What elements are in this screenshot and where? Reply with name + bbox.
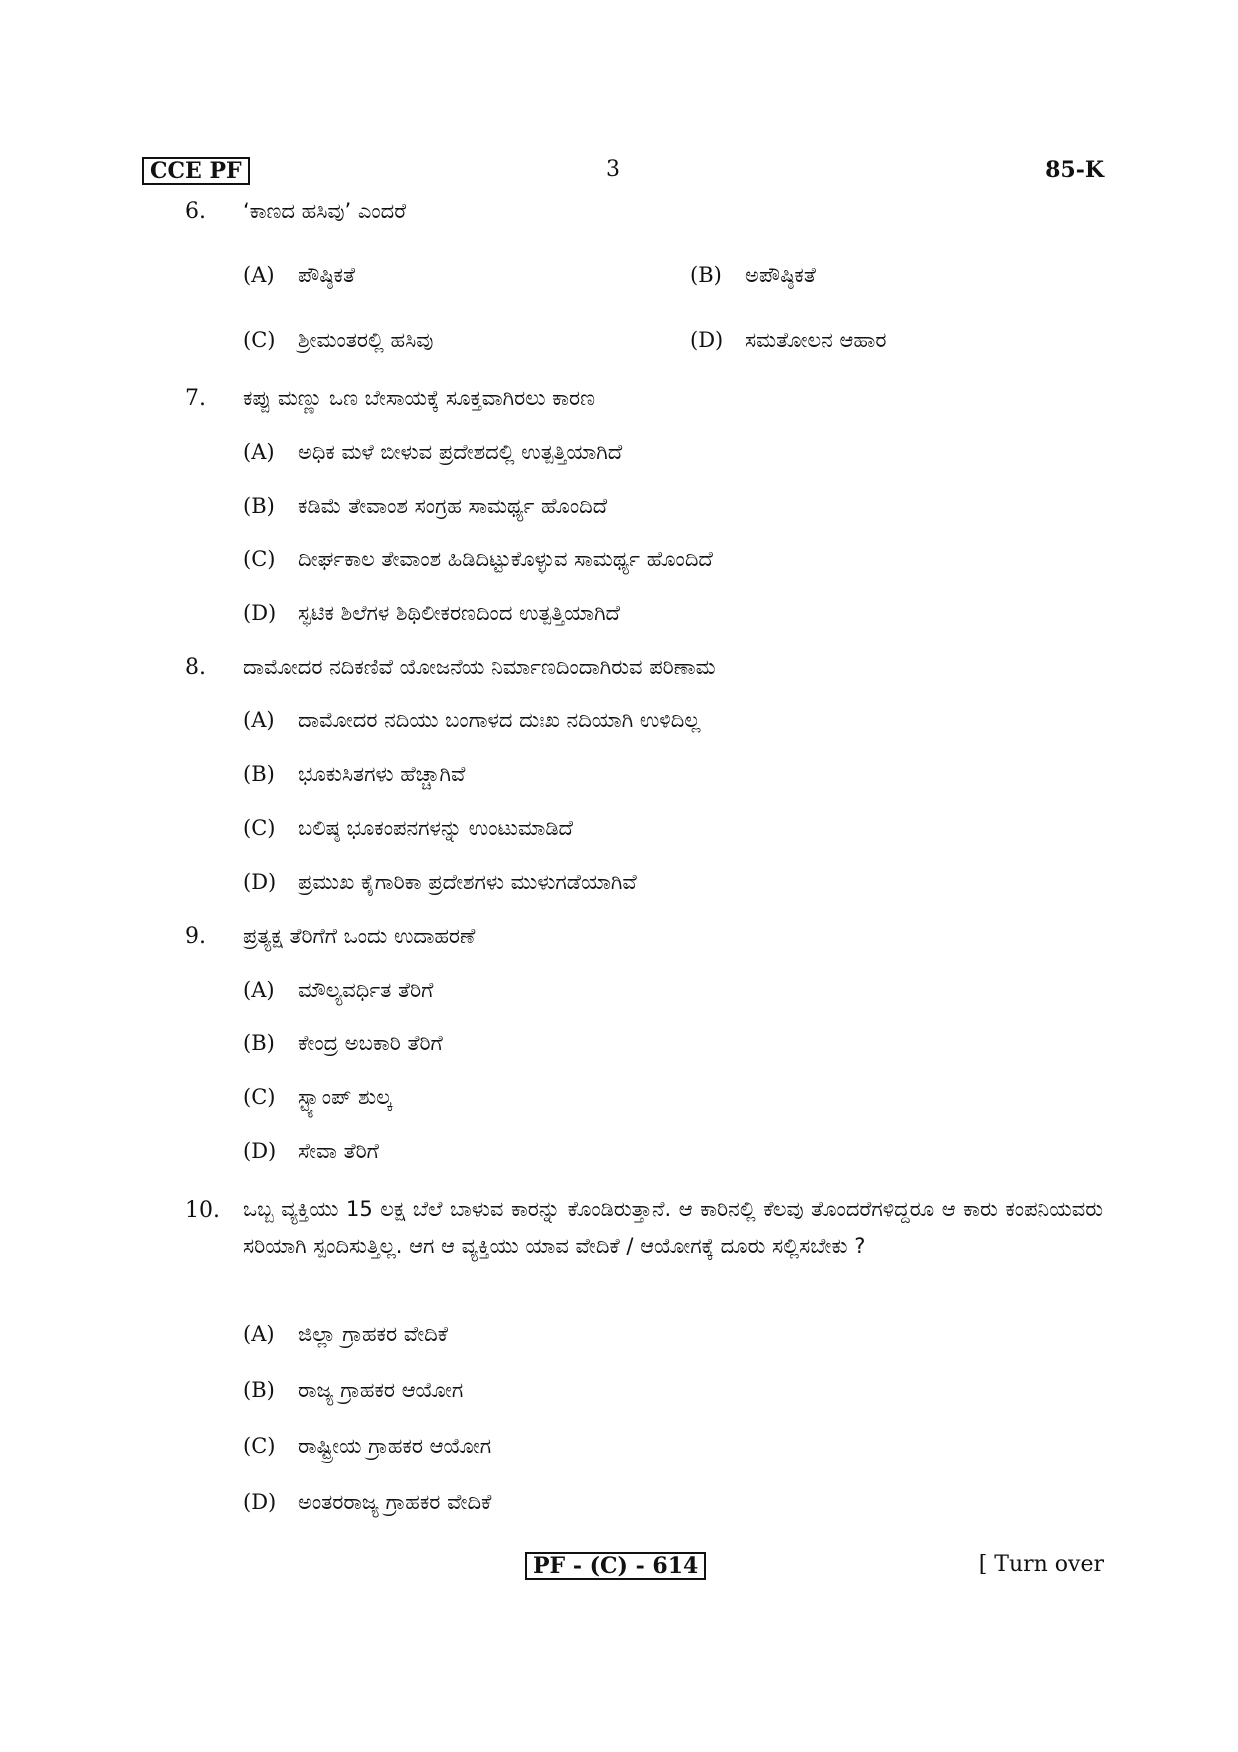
paper-code-box: CCE PF <box>142 157 250 185</box>
option-text: ಅಧಿಕ ಮಳೆ ಬೀಳುವ ಪ್ರದೇಶದಲ್ಲಿ ಉತ್ಪತ್ತಿಯಾಗಿದೆ <box>298 440 623 464</box>
question-text: ಕಪ್ಪು ಮಣ್ಣು ಒಣ ಬೇಸಾಯಕ್ಕೆ ಸೂಕ್ತವಾಗಿರಲು ಕಾರಣ <box>243 386 596 410</box>
question-number: 8. <box>185 655 206 680</box>
option-letter: (A) <box>243 440 275 464</box>
option-letter: (D) <box>243 1139 277 1163</box>
option-letter: (A) <box>243 708 275 732</box>
footer-code-box: PF - (C) - 614 <box>525 1552 706 1580</box>
option-letter: (C) <box>243 547 276 571</box>
option-text: ಭೂಕುಸಿತಗಳು ಹೆಚ್ಚಾಗಿವೆ <box>298 762 466 786</box>
question-number: 6. <box>185 199 206 224</box>
option-text: ಜಿಲ್ಲಾ ಗ್ರಾಹಕರ ವೇದಿಕೆ <box>298 1322 449 1346</box>
option-letter: (C) <box>243 328 276 352</box>
option-text: ದಾಮೋದರ ನದಿಯು ಬಂಗಾಳದ ದುಃಖ ನದಿಯಾಗಿ ಉಳಿದಿಲ್ಲ <box>298 708 701 732</box>
option-letter: (C) <box>243 1085 276 1109</box>
option-text: ರಾಜ್ಯ ಗ್ರಾಹಕರ ಆಯೋಗ <box>298 1378 464 1402</box>
option-letter: (B) <box>243 494 275 518</box>
question-number: 9. <box>185 924 206 949</box>
option-letter: (C) <box>243 816 276 840</box>
option-letter: (A) <box>243 263 275 287</box>
question-text: ದಾಮೋದರ ನದಿಕಣಿವೆ ಯೋಜನೆಯ ನಿರ್ಮಾಣದಿಂದಾಗಿರುವ ಪರಿಣಾಮ <box>243 655 716 679</box>
option-letter: (D) <box>243 870 277 894</box>
option-text: ಕೇಂದ್ರ ಅಬಕಾರಿ ತೆರಿಗೆ <box>298 1031 443 1055</box>
option-letter: (D) <box>243 601 277 625</box>
option-text: ಸೇವಾ ತೆರಿಗೆ <box>298 1139 379 1163</box>
question-text: ಪ್ರತ್ಯಕ್ಷ ತೆರಿಗೆಗೆ ಒಂದು ಉದಾಹರಣೆ <box>243 924 476 948</box>
option-text: ಮೌಲ್ಯವರ್ಧಿತ ತೆರಿಗೆ <box>298 978 434 1002</box>
turn-over-label: [ Turn over <box>978 1552 1104 1577</box>
question-number: 7. <box>185 386 206 411</box>
page-number: 3 <box>606 157 620 182</box>
option-letter: (B) <box>243 762 275 786</box>
option-letter: (D) <box>690 328 724 352</box>
option-letter: (A) <box>243 978 275 1002</box>
option-text: ಅಂತರರಾಜ್ಯ ಗ್ರಾಹಕರ ವೇದಿಕೆ <box>298 1490 492 1514</box>
option-text: ಸ್ಟ್ಯಾಂಪ್ ಶುಲ್ಕ <box>298 1085 392 1109</box>
option-text: ಬಲಿಷ್ಠ ಭೂಕಂಪನಗಳನ್ನು ಉಂಟುಮಾಡಿದೆ <box>298 816 573 840</box>
option-letter: (B) <box>243 1378 275 1402</box>
question-number: 10. <box>185 1198 220 1223</box>
option-text: ಸಮತೋಲನ ಆಹಾರ <box>745 328 887 352</box>
question-text: ‘ಕಾಣದ ಹಸಿವು’ ಎಂದರೆ <box>243 199 407 223</box>
option-letter: (C) <box>243 1434 276 1458</box>
option-letter: (B) <box>690 263 722 287</box>
option-text: ಪೌಷ್ಠಿಕತೆ <box>298 263 355 287</box>
option-letter: (D) <box>243 1490 277 1514</box>
option-text: ಅಪೌಷ್ಠಿಕತೆ <box>745 263 816 287</box>
question-text: ಒಬ್ಬ ವ್ಯಕ್ತಿಯು 15 ಲಕ್ಷ ಬೆಲೆ ಬಾಳುವ ಕಾರನ್ನು ಕೊಂಡಿರುತ್ತಾನೆ. ಆ ಕಾರಿನಲ್ಲಿ ಕೆಲವು ತೊಂದರೆಗಳಿದ್ದರೂ ಆ ಕಾರು ಕಂಪನಿಯವರು ಸರಿಯಾಗಿ ಸ್ಪಂದಿಸುತ್ತಿಲ್ಲ. ಆಗ ಆ ವ್ಯಕ್ತಿಯು ಯಾವ ವೇದಿಕೆ / ಆಯೋಗಕ್ಕೆ ದೂರು ಸಲ್ಲಿಸಬೇಕು ? <box>243 1197 1103 1258</box>
option-letter: (B) <box>243 1031 275 1055</box>
option-text: ಕಡಿಮೆ ತೇವಾಂಶ ಸಂಗ್ರಹ ಸಾಮರ್ಥ್ಯ ಹೊಂದಿದೆ <box>298 494 608 518</box>
option-text: ಶ್ರೀಮಂತರಲ್ಲಿ ಹಸಿವು <box>298 328 434 352</box>
option-letter: (A) <box>243 1322 275 1346</box>
option-text: ದೀರ್ಘಕಾಲ ತೇವಾಂಶ ಹಿಡಿದಿಟ್ಟುಕೊಳ್ಳುವ ಸಾಮರ್ಥ್ಯ ಹೊಂದಿದೆ <box>298 547 713 571</box>
option-text: ಪ್ರಮುಖ ಕೈಗಾರಿಕಾ ಪ್ರದೇಶಗಳು ಮುಳುಗಡೆಯಾಗಿವೆ <box>298 870 637 894</box>
option-text: ಸ್ಫಟಿಕ ಶಿಲೆಗಳ ಶಿಥಿಲೀಕರಣದಿಂದ ಉತ್ಪತ್ತಿಯಾಗಿದೆ <box>298 601 620 625</box>
subject-code: 85-K <box>1045 157 1104 183</box>
option-text: ರಾಷ್ಟ್ರೀಯ ಗ್ರಾಹಕರ ಆಯೋಗ <box>298 1434 492 1458</box>
